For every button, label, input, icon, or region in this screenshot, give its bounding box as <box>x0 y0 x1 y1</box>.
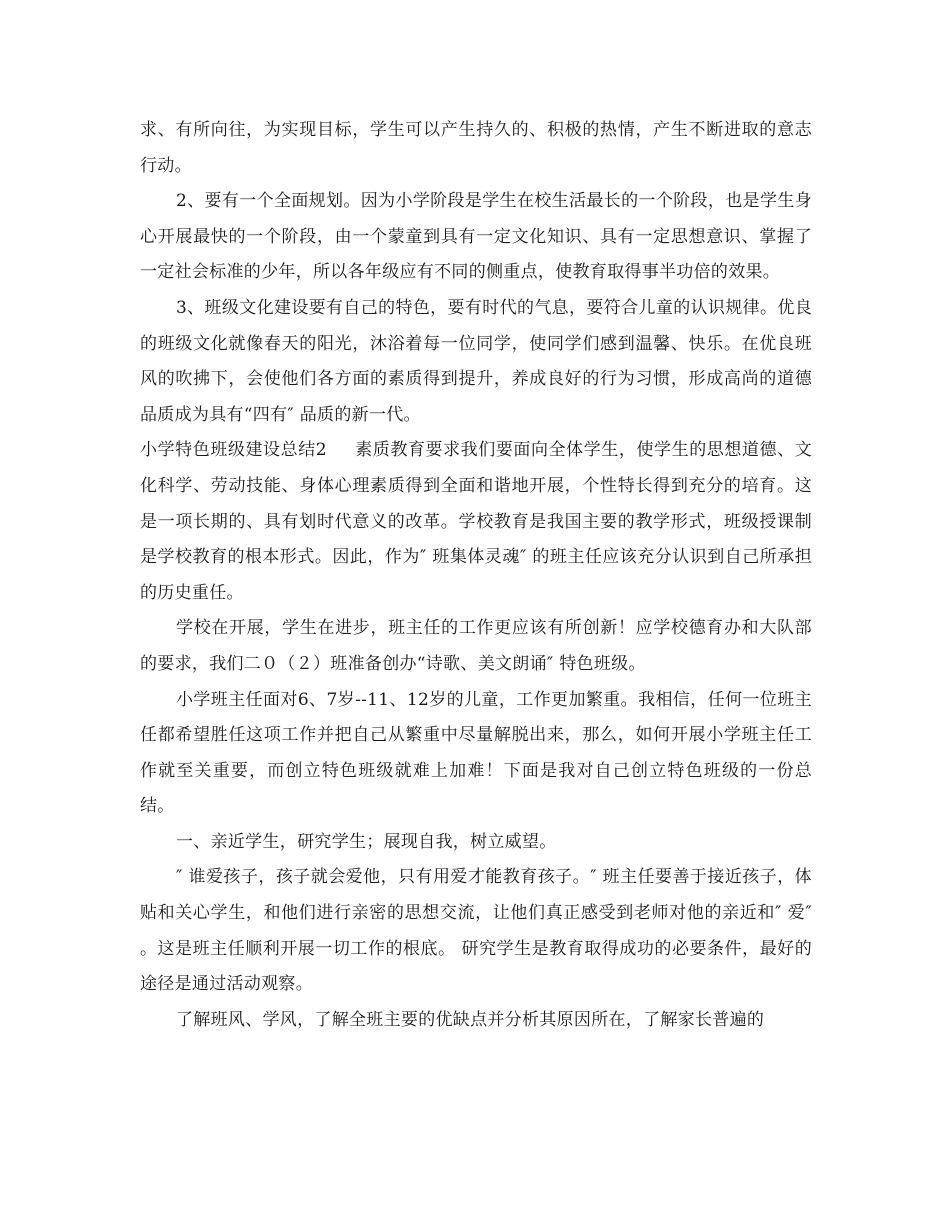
paragraph-4-text: 素质教育要求我们要面向全体学生，使学生的思想道德、文化科学、劳动技能、身体心理素质得到全面和谐地开展，个性特长得到充分的培育。这是一项长期的、具有划时代意义的改革。学校教育是我国主要的教学形式，班级授课制是学校教育的根本形式。因此，作为″ 班集体灵魂″ 的班主任应该充分认识到自己所承担的历史重任。 <box>140 440 812 603</box>
paragraph-8: ″ 谁爱孩子，孩子就会爱他，只有用爱才能教育孩子。″ 班主任要善于接近孩子，体贴和关心学生，和他们进行亲密的思想交流，让他们真正感受到老师对他的亲近和″ 爱″ 。这是班主任顺利开展一切工作的根底。 研究学生是教育取得成功的必要条件，最好的途径是通过活动观察。 <box>140 867 812 995</box>
paragraph-7-heading: 一、亲近学生，研究学生；展现自我，树立威望。 <box>176 831 557 852</box>
paragraph-2: 2、要有一个全面规划。因为小学阶段是学生在校生活最长的一个阶段，也是学生身心开展最快的一个阶段，由一个蒙童到具有一定文化知识、具有一定思想意识、掌握了一定社会标准的少年，所以各年级应有不同的侧重点，使教育取得事半功倍的效果。 <box>140 191 812 283</box>
paragraph-9: 了解班风、学风，了解全班主要的优缺点并分析其原因所在，了解家长普遍的 <box>176 1009 765 1030</box>
paragraph-3: 3、班级文化建设要有自己的特色，要有时代的气息，要符合儿童的认识规律。优良的班级文化就像春天的阳光，沐浴着每一位同学，使同学们感到温馨、快乐。在优良班风的吹拂下，会使他们各方面的素质得到提升，养成良好的行为习惯，形成高尚的道德品质成为具有“四有″ 品质的新一代。 <box>140 297 812 425</box>
paragraph-4 <box>140 433 812 611</box>
paragraph-1: 求、有所向往，为实现目标，学生可以产生持久的、积极的热情，产生不断进取的意志行动。 <box>140 120 812 176</box>
document-body <box>140 113 812 1038</box>
paragraph-6: 小学班主任面对6、7岁--11、12岁的儿童，工作更加繁重。我相信，任何一位班主任都希望胜任这项工作并把自己从繁重中尽量解脱出来，那么，如何开展小学班主任工作就至关重要，而创立特色班级就难上加难！下面是我对自己创立特色班级的一份总结。 <box>140 689 812 817</box>
paragraph-5: 学校在开展，学生在进步，班主任的工作更应该有所创新！应学校德育办和大队部的要求，我们二０（２）班准备创办“诗歌、美文朗诵″ 特色班级。 <box>140 618 812 674</box>
section-title: 小学特色班级建设总结2 <box>140 440 327 461</box>
